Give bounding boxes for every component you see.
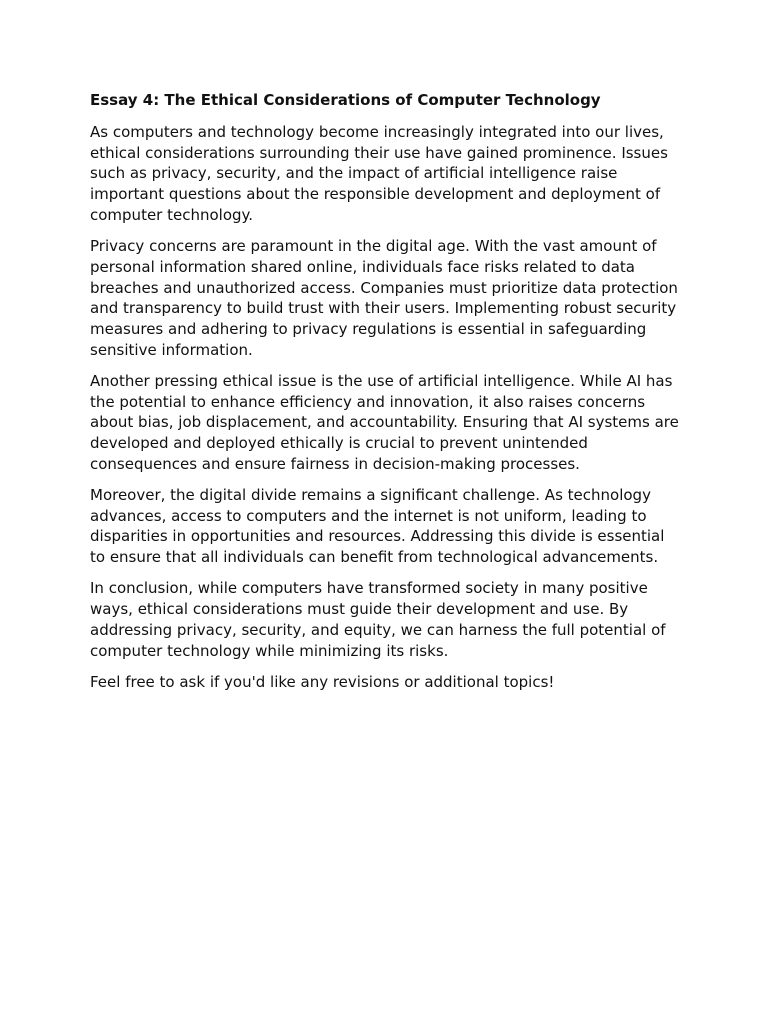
paragraph-intro: As computers and technology become increasingly integrated into our lives, ethical considerations surrounding their use have gained prominence. Issues such as privacy, security, and the impact of artificial intelligence raise important questions about the responsible development and deployment of computer technology. [90, 123, 668, 224]
paragraph-digital-divide: Moreover, the digital divide remains a significant challenge. As technology advances, access to computers and the internet is not uniform, leading to disparities in opportunities and resources. Addressing this divide is essential to ensure that all individuals can benefit from technological advancements. [90, 486, 665, 567]
paragraph-ai: Another pressing ethical issue is the use of artificial intelligence. While AI has the potential to enhance efficiency and innovation, it also raises concerns about bias, job displacement, and accountability. Ensuring that AI systems are developed and deployed ethically is crucial to prevent unintended consequences and ensure fairness in decision-making processes. [90, 371, 679, 473]
essay-title: Essay 4: The Ethical Considerations of Computer Technology [90, 91, 601, 109]
paragraph-conclusion: In conclusion, while computers have transformed society in many positive ways, ethical considerations must guide their development and use. By addressing privacy, security, and equity, we can harness the full potential of computer technology while minimizing its risks. [90, 579, 666, 660]
paragraph-privacy: Privacy concerns are paramount in the digital age. With the vast amount of personal information shared online, individuals face risks related to data breaches and unauthorized access. Companies must prioritize data protection and transparency to build trust with their users. Implementing robust security measures and adhering to privacy regulations is essential in safeguarding sensitive information. [90, 237, 678, 359]
paragraph-closing-note: Feel free to ask if you'd like any revisions or additional topics! [90, 672, 555, 691]
document-page [90, 90, 682, 703]
